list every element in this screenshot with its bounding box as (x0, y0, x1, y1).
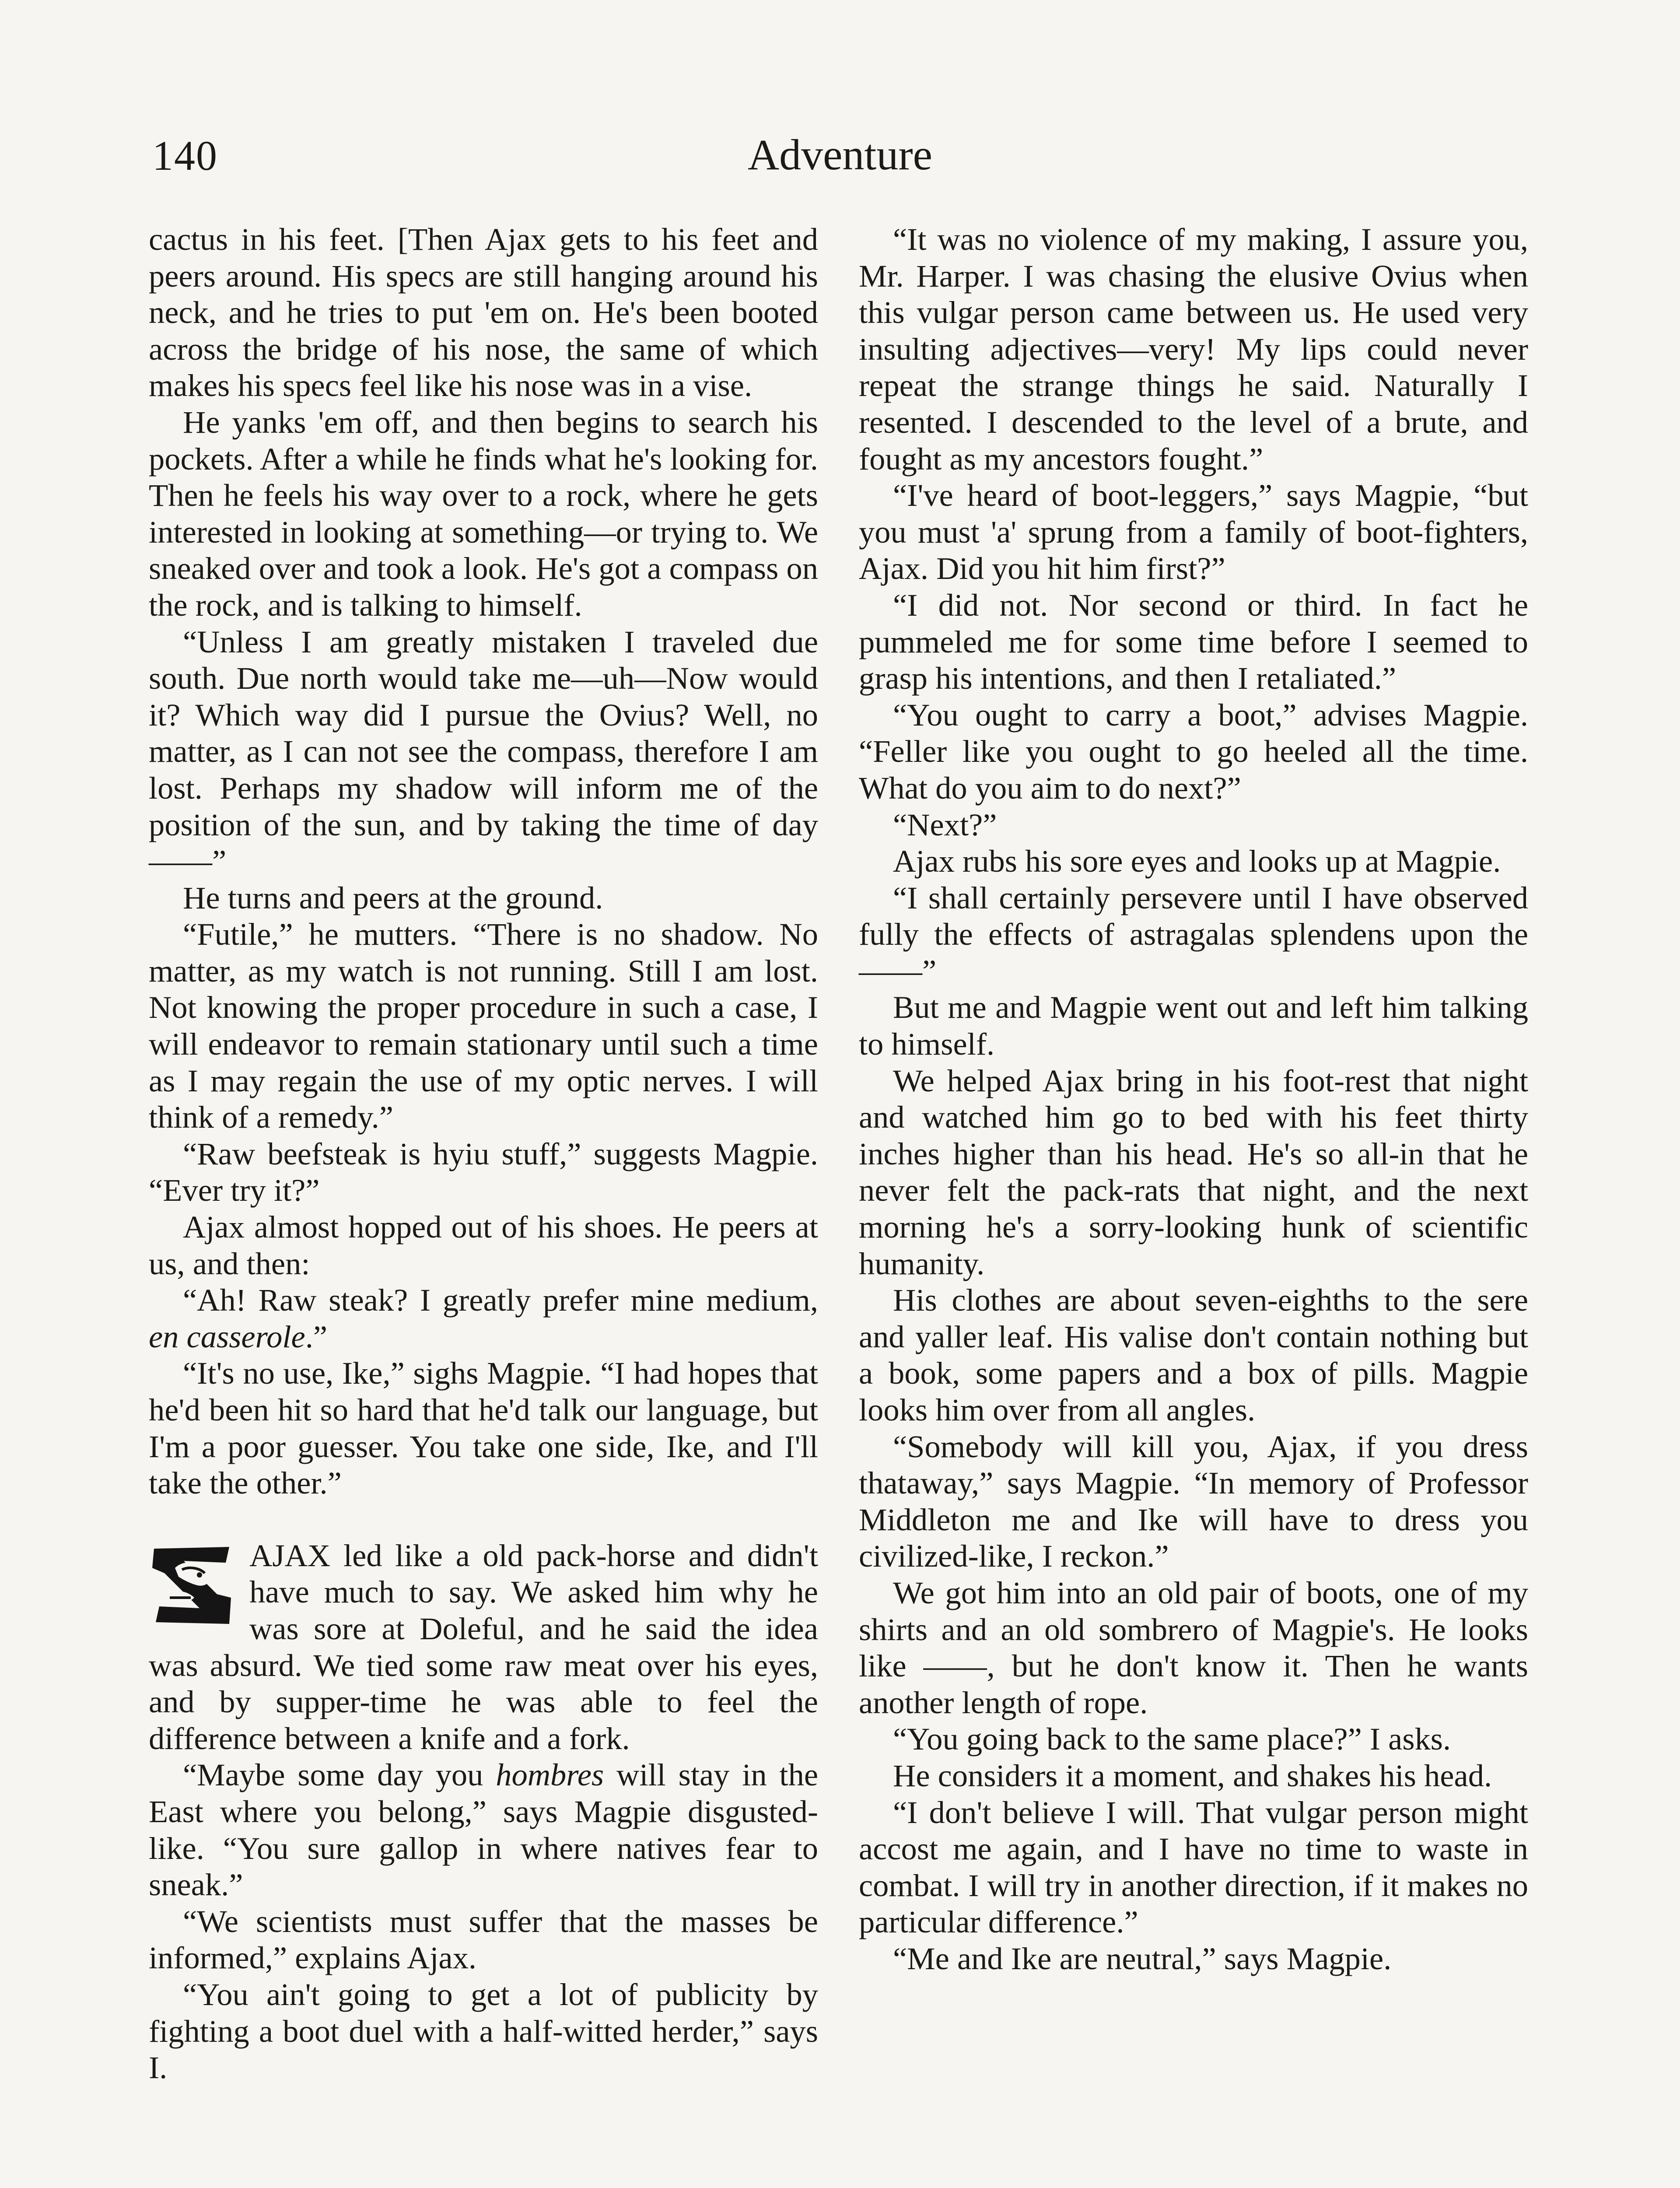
paragraph: “You going back to the same place?” I asks. (893, 1721, 1451, 1757)
right-column (859, 221, 1528, 1977)
paragraph: His clothes are about seven-eighths to the sere and yaller leaf. His valise don't contain nothing but a book, some papers and a box of pills. Magpie looks him over from all angles. (859, 1282, 1528, 1427)
paragraph: “I don't believe I will. That vulgar person might accost me again, and I have no time to waste in combat. I will try in another direction, if it makes no particular difference.” (859, 1794, 1528, 1940)
paragraph: “I did not. Nor second or third. In fact he pummeled me for some time before I seemed to grasp his intentions, and then I retaliated.” (859, 587, 1528, 696)
paragraph: cactus in his feet. [Then Ajax gets to his feet and peers around. His specs are still hanging around his neck, and he tries to put 'em on. He's been booted across the bridge of his nose, the same of which makes his specs feel like his nose was in a vise. (149, 221, 818, 403)
paragraph: “You ought to carry a boot,” advises Magpie. “Feller like you ought to go heeled all the time. What do you aim to do next?” (859, 697, 1528, 806)
paragraph: He yanks 'em off, and then begins to search his pockets. After a while he finds what he's looking for. Then he feels his way over to a rock, where he gets interested in looking at something—or trying to. We sneaked over and took a look. He's got a compass on the rock, and is talking to himself. (149, 404, 818, 623)
paragraph: “Raw beefsteak is hyiu stuff,” suggests Magpie. “Ever try it?” (149, 1136, 818, 1208)
paragraph: “Ah! Raw steak? I greatly prefer mine medium, en casserole.” (149, 1282, 818, 1354)
left-column (149, 221, 818, 2086)
paragraph: “Me and Ike are neutral,” says Magpie. (893, 1940, 1392, 1976)
paragraph: “I shall certainly persevere until I have observed fully the effects of astragalas splendens upon the——” (859, 880, 1528, 989)
paragraph: “Next?” (893, 806, 997, 842)
paragraph: “It's no use, Ike,” sighs Magpie. “I had hopes that he'd been hit so hard that he'd talk our language, but I'm a poor guesser. You take one side, Ike, and I'll take the other.” (149, 1355, 818, 1501)
running-title: Adventure (747, 130, 933, 179)
paragraph: But me and Magpie went out and left him talking to himself. (859, 989, 1528, 1062)
paragraph: Ajax rubs his sore eyes and looks up at Magpie. (893, 843, 1501, 879)
paragraph: “We scientists must suffer that the masses be informed,” explains Ajax. (149, 1903, 818, 1976)
paragraph: “Maybe some day you hombres will stay in the East where you belong,” says Magpie disgusted-like. “You sure gallop in where natives fear to sneak.” (149, 1757, 818, 1903)
paragraph: “Futile,” he mutters. “There is no shadow. No matter, as my watch is not running. Still I am lost. Not knowing the proper procedure in such a case, I will endeavor to remain stationary until such a time as I may regain the use of my optic nerves. I will think of a remedy.” (149, 916, 818, 1135)
paragraph: “Unless I am greatly mistaken I traveled due south. Due north would take me—uh—Now would it? Which way did I pursue the Ovius? Well, no matter, as I can not see the compass, therefore I am lost. Perhaps my shadow will inform me of the position of the sun, and by taking the time of day——” (149, 624, 818, 879)
paragraph: “It was no violence of my making, I assure you, Mr. Harper. I was chasing the elusive Ovius when this vulgar person came between us. He used very insulting adjectives—very! My lips could never repeat the strange things he said. Naturally I resented. I descended to the level of a brute, and fought as my ancestors fought.” (859, 221, 1528, 477)
paragraph: “You ain't going to get a lot of publicity by fighting a boot duel with a half-witted herder,” says I. (149, 1976, 818, 2086)
dropcap-paragraph: AJAX led like a old pack-horse and didn't have much to say. We asked him why he was sore at Doleful, and he said the idea was absurd. We tied some raw meat over his eyes, and by supper-time he was able to feel the difference between a knife and a fork. (149, 1537, 818, 1756)
paragraph: We helped Ajax bring in his foot-rest that night and watched him go to bed with his feet thirty inches higher than his head. He's so all-in that he never felt the pack-rats that night, and the next morning he's a sorry-looking hunk of scientific humanity. (859, 1062, 1528, 1281)
paragraph: “I've heard of boot-leggers,” says Magpie, “but you must 'a' sprung from a family of boot-fighters, Ajax. Did you hit him first?” (859, 477, 1528, 586)
page-number: 140 (152, 132, 218, 179)
paragraph: We got him into an old pair of boots, one of my shirts and an old sombrero of Magpie's. He looks like ——, but he don't know it. Then he wants another length of rope. (859, 1574, 1528, 1720)
paragraph: Ajax almost hopped out of his shoes. He peers at us, and then: (149, 1209, 818, 1281)
dropcap-illustration-icon (149, 1542, 236, 1629)
paragraph: “Somebody will kill you, Ajax, if you dress thataway,” says Magpie. “In memory of Professor Middleton me and Ike will have to dress you civilized-like, I reckon.” (859, 1428, 1528, 1574)
page-header (149, 127, 1531, 193)
paragraph: He turns and peers at the ground. (183, 880, 603, 915)
paragraph: He considers it a moment, and shakes his head. (893, 1757, 1492, 1793)
